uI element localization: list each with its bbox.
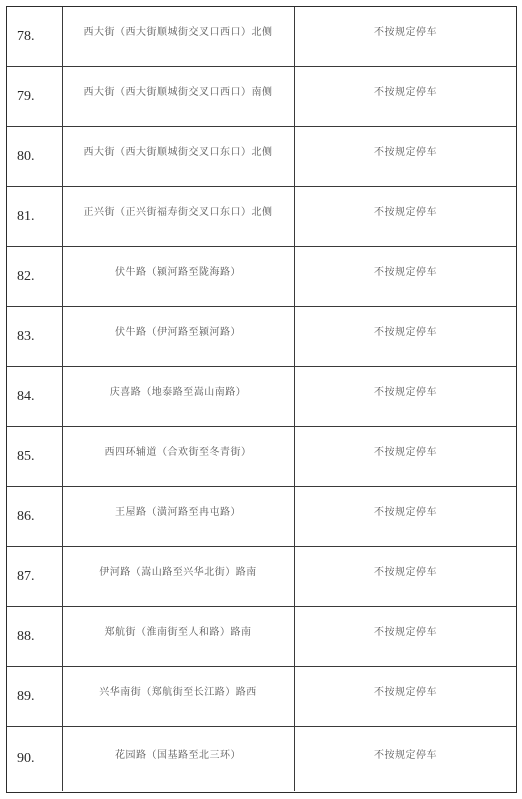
violation-type: 不按规定停车 [374, 687, 437, 698]
row-number: 87. [17, 568, 35, 584]
row-number: 78. [17, 28, 35, 44]
violation-type: 不按规定停车 [374, 147, 437, 158]
row-number: 88. [17, 628, 35, 644]
row-number: 80. [17, 148, 35, 164]
table-row [7, 727, 516, 791]
violation-type: 不按规定停车 [374, 327, 437, 338]
table-row [7, 547, 516, 607]
table-row [7, 667, 516, 727]
row-number: 82. [17, 268, 35, 284]
violation-type: 不按规定停车 [374, 627, 437, 638]
road-section: 西大街（西大街顺城街交叉口东口）北侧 [83, 147, 273, 158]
road-section: 伊河路（嵩山路至兴华北街）路南 [99, 567, 257, 578]
table-row [7, 307, 516, 367]
row-number: 79. [17, 88, 35, 104]
violation-type: 不按规定停车 [374, 207, 437, 218]
violation-type: 不按规定停车 [374, 87, 437, 98]
table-row [7, 187, 516, 247]
violation-type: 不按规定停车 [374, 507, 437, 518]
road-section: 西大街（西大街顺城街交叉口西口）北侧 [83, 27, 273, 38]
table-row [7, 607, 516, 667]
row-number: 84. [17, 388, 35, 404]
road-section: 王屋路（潢河路至冉屯路） [115, 507, 241, 518]
violation-type: 不按规定停车 [374, 447, 437, 458]
table-row [7, 127, 516, 187]
row-number: 85. [17, 448, 35, 464]
road-section: 兴华南街（郑航街至长江路）路西 [99, 687, 257, 698]
road-section: 郑航街（淮南街至人和路）路南 [104, 627, 252, 638]
row-number: 86. [17, 508, 35, 524]
violation-type: 不按规定停车 [374, 27, 437, 38]
table-row [7, 67, 516, 127]
violation-type: 不按规定停车 [374, 267, 437, 278]
table-row [7, 367, 516, 427]
road-section: 伏牛路（伊河路至颍河路） [115, 327, 241, 338]
road-section: 伏牛路（颍河路至陇海路） [115, 267, 241, 278]
road-section: 西大街（西大街顺城街交叉口西口）南侧 [83, 87, 273, 98]
road-section: 正兴街（正兴街福寿街交叉口东口）北侧 [83, 207, 273, 218]
violation-type: 不按规定停车 [374, 387, 437, 398]
row-number: 89. [17, 688, 35, 704]
violation-table [6, 6, 517, 793]
road-section: 西四环辅道（合欢街至冬青街） [104, 447, 252, 458]
table-row [7, 487, 516, 547]
violation-type: 不按规定停车 [374, 749, 437, 761]
table-row [7, 247, 516, 307]
road-section: 花园路（国基路至北三环） [115, 749, 241, 761]
road-section: 庆喜路（地泰路至嵩山南路） [109, 387, 247, 398]
row-number: 90. [17, 751, 35, 766]
table-row [7, 427, 516, 487]
row-number: 81. [17, 208, 35, 224]
table-row [7, 7, 516, 67]
row-number: 83. [17, 328, 35, 344]
violation-type: 不按规定停车 [374, 567, 437, 578]
